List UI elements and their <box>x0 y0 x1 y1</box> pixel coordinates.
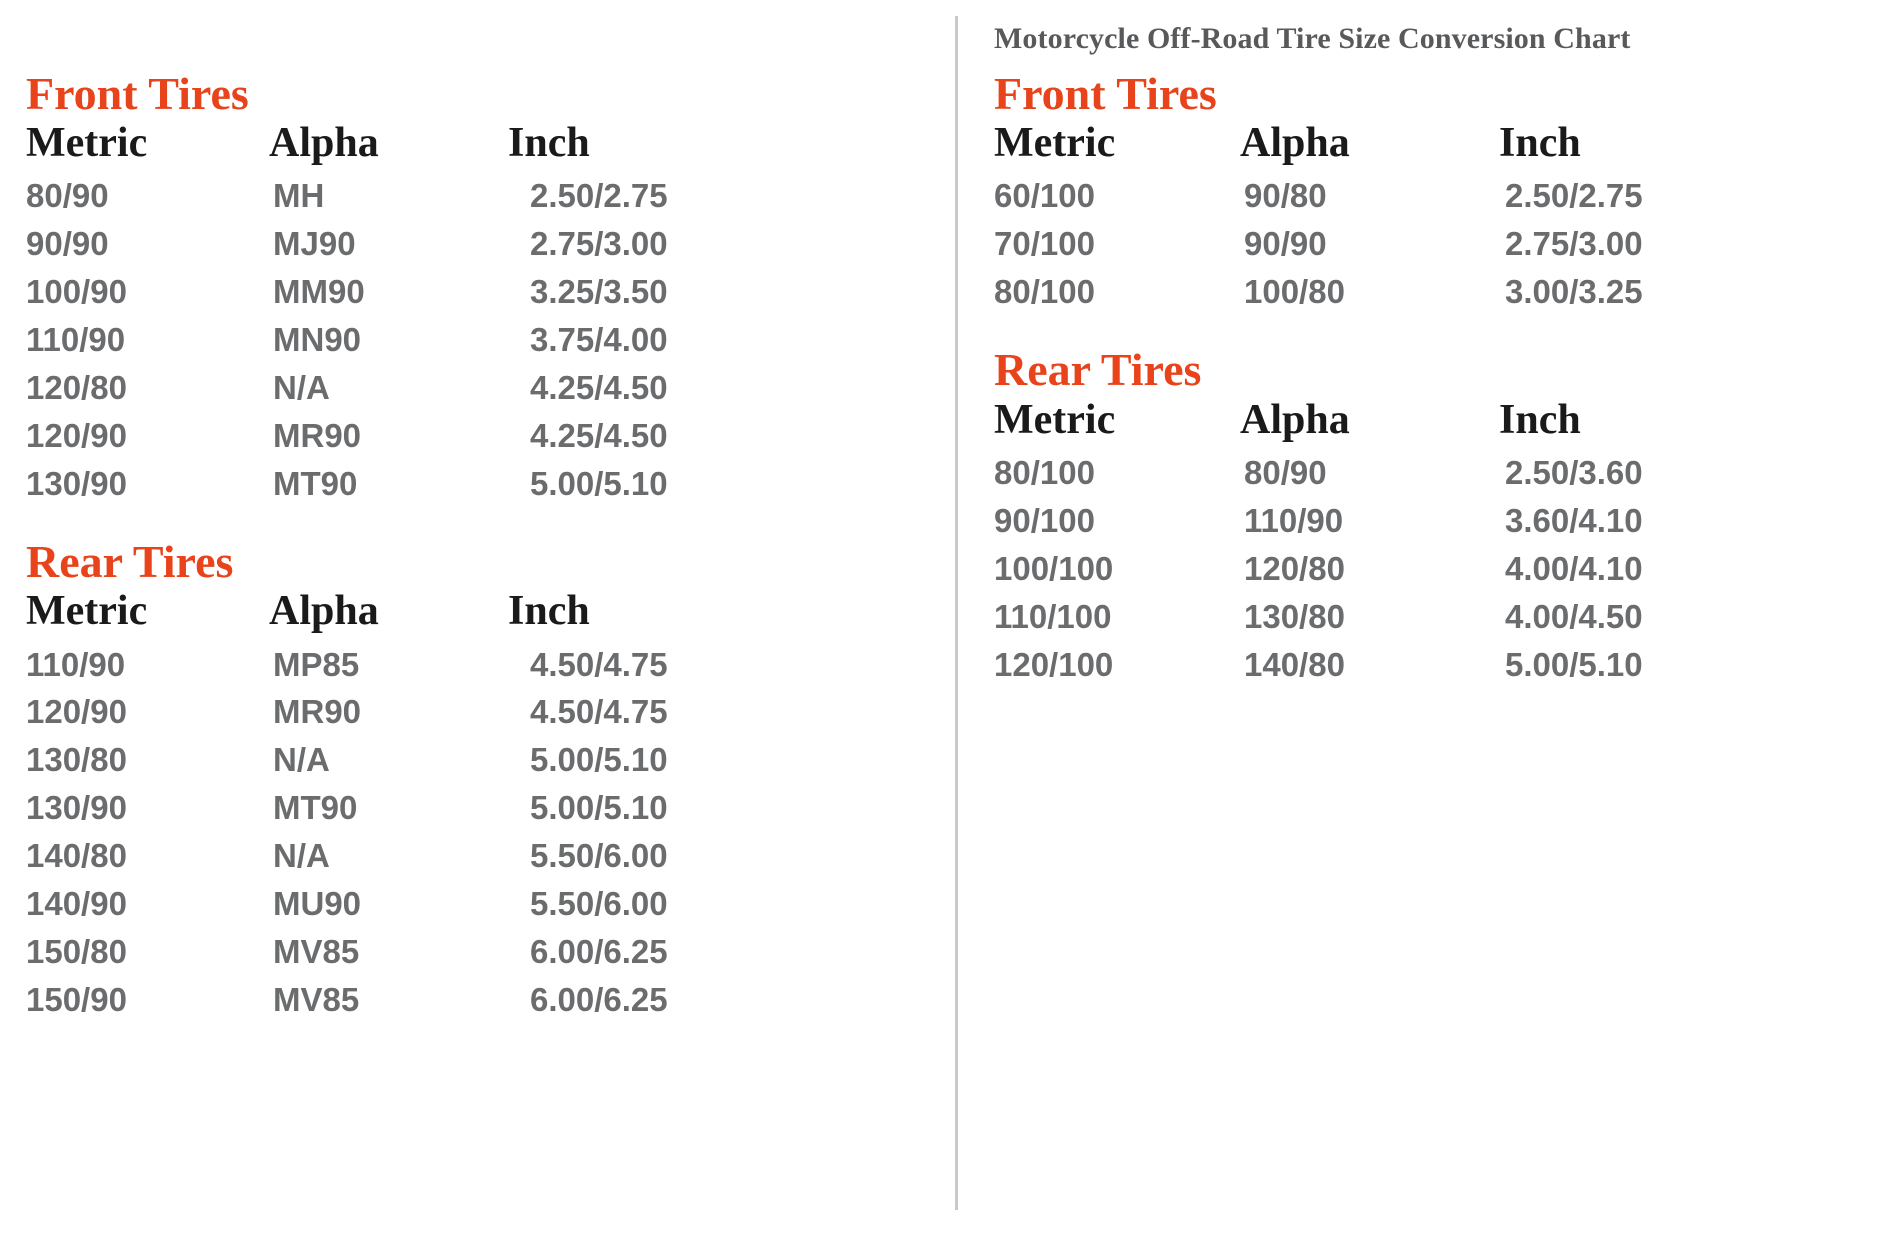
table-row <box>26 412 790 460</box>
table-row <box>994 497 1745 545</box>
cell-metric: 80/100 <box>994 453 1095 491</box>
cell-inch: 2.50/2.75 <box>1505 177 1643 215</box>
cell-alpha: MU90 <box>273 885 362 923</box>
street-rear-tires-table <box>26 588 790 1024</box>
column-header-alpha: Alpha <box>269 120 379 167</box>
cell-inch: 4.50/4.75 <box>530 645 668 683</box>
cell-alpha: 120/80 <box>1244 549 1345 587</box>
cell-metric: 120/80 <box>26 369 127 407</box>
cell-inch: 2.50/2.75 <box>530 177 668 215</box>
cell-inch: 5.00/5.10 <box>1505 645 1643 683</box>
table-row <box>994 641 1745 689</box>
table-row <box>994 593 1745 641</box>
cell-alpha: MT90 <box>273 789 358 827</box>
table-header-row <box>994 397 1745 449</box>
cell-metric: 120/90 <box>26 693 127 731</box>
offroad-tire-column <box>958 0 1898 1236</box>
cell-alpha: MT90 <box>273 465 358 503</box>
table-row <box>994 268 1745 316</box>
table-row <box>26 641 790 689</box>
cell-alpha: 130/80 <box>1244 597 1345 635</box>
cell-inch: 5.50/6.00 <box>530 885 668 923</box>
street-rear-tires-heading: Rear Tires <box>26 536 234 588</box>
cell-inch: 5.50/6.00 <box>530 837 668 875</box>
cell-metric: 100/100 <box>994 549 1114 587</box>
cell-metric: 140/90 <box>26 885 127 923</box>
column-header-inch: Inch <box>1499 396 1581 443</box>
table-header-row <box>994 120 1745 172</box>
cell-alpha: MN90 <box>273 321 362 359</box>
table-row <box>26 316 790 364</box>
cell-inch: 3.60/4.10 <box>1505 501 1643 539</box>
cell-metric: 130/90 <box>26 465 127 503</box>
table-row <box>26 928 790 976</box>
cell-metric: 70/100 <box>994 225 1095 263</box>
cell-alpha: MV85 <box>273 933 360 971</box>
cell-metric: 140/80 <box>26 837 127 875</box>
cell-metric: 110/90 <box>26 645 126 683</box>
cell-inch: 4.25/4.50 <box>530 369 668 407</box>
column-header-alpha: Alpha <box>269 588 379 635</box>
table-row <box>26 268 790 316</box>
cell-metric: 110/100 <box>994 597 1112 635</box>
cell-metric: 130/90 <box>26 789 127 827</box>
table-row <box>26 784 790 832</box>
cell-alpha: MM90 <box>273 273 365 311</box>
cell-alpha: N/A <box>273 837 330 875</box>
cell-metric: 110/90 <box>26 321 126 359</box>
cell-alpha: 90/80 <box>1244 177 1327 215</box>
column-header-alpha: Alpha <box>1240 120 1350 167</box>
column-header-metric: Metric <box>26 588 148 635</box>
table-row <box>26 460 790 508</box>
table-row <box>994 172 1745 220</box>
table-header-row <box>26 588 790 640</box>
cell-alpha: MJ90 <box>273 225 356 263</box>
column-header-inch: Inch <box>508 120 590 167</box>
cell-inch: 2.75/3.00 <box>530 225 668 263</box>
cell-alpha: 110/90 <box>1244 501 1344 539</box>
street-front-tires-heading: Front Tires <box>26 68 249 119</box>
table-row <box>26 736 790 784</box>
column-header-alpha: Alpha <box>1240 396 1350 443</box>
cell-metric: 60/100 <box>994 177 1095 215</box>
cell-inch: 4.50/4.75 <box>530 693 668 731</box>
cell-inch: 5.00/5.10 <box>530 465 668 503</box>
cell-inch: 2.75/3.00 <box>1505 225 1643 263</box>
cell-inch: 3.25/3.50 <box>530 273 668 311</box>
table-row <box>994 545 1745 593</box>
table-row <box>994 220 1745 268</box>
table-row <box>26 172 790 220</box>
table-header-row <box>26 120 790 172</box>
cell-alpha: MR90 <box>273 693 362 731</box>
cell-inch: 2.50/3.60 <box>1505 453 1643 491</box>
cell-alpha: MH <box>273 177 325 215</box>
cell-alpha: MR90 <box>273 417 362 455</box>
cell-metric: 120/90 <box>26 417 127 455</box>
table-row <box>26 880 790 928</box>
table-row <box>26 220 790 268</box>
cell-inch: 6.00/6.25 <box>530 981 668 1019</box>
cell-inch: 3.75/4.00 <box>530 321 668 359</box>
street-front-tires-table <box>26 120 790 508</box>
cell-metric: 90/100 <box>994 501 1095 539</box>
cell-inch: 5.00/5.10 <box>530 741 668 779</box>
cell-alpha: MV85 <box>273 981 360 1019</box>
table-row <box>26 832 790 880</box>
offroad-rear-tires-table <box>994 397 1745 689</box>
offroad-front-tires-heading: Front Tires <box>994 68 1217 119</box>
cell-alpha: 100/80 <box>1244 273 1345 311</box>
cell-alpha: N/A <box>273 369 330 407</box>
cell-inch: 4.00/4.10 <box>1505 549 1643 587</box>
cell-alpha: N/A <box>273 741 330 779</box>
cell-metric: 90/90 <box>26 225 109 263</box>
offroad-rear-tires-heading: Rear Tires <box>994 344 1202 396</box>
cell-alpha: 140/80 <box>1244 645 1345 683</box>
cell-inch: 6.00/6.25 <box>530 933 668 971</box>
cell-metric: 130/80 <box>26 741 127 779</box>
offroad-front-tires-table <box>994 120 1745 316</box>
cell-inch: 3.00/3.25 <box>1505 273 1643 311</box>
column-header-inch: Inch <box>508 588 590 635</box>
cell-inch: 4.25/4.50 <box>530 417 668 455</box>
cell-metric: 80/90 <box>26 177 109 215</box>
table-row <box>26 976 790 1024</box>
cell-alpha: 90/90 <box>1244 225 1327 263</box>
table-row <box>26 364 790 412</box>
column-header-metric: Metric <box>994 396 1116 443</box>
column-header-metric: Metric <box>994 120 1116 167</box>
cell-metric: 80/100 <box>994 273 1095 311</box>
table-row <box>26 688 790 736</box>
cell-metric: 120/100 <box>994 645 1114 683</box>
cell-alpha: 80/90 <box>1244 453 1327 491</box>
table-row <box>994 449 1745 497</box>
cell-metric: 100/90 <box>26 273 127 311</box>
column-header-inch: Inch <box>1499 120 1581 167</box>
cell-inch: 5.00/5.10 <box>530 789 668 827</box>
cell-inch: 4.00/4.50 <box>1505 597 1643 635</box>
page-title: Motorcycle Off-Road Tire Size Conversion Chart <box>994 22 1631 55</box>
cell-metric: 150/80 <box>26 933 127 971</box>
cell-alpha: MP85 <box>273 645 360 683</box>
column-header-metric: Metric <box>26 120 148 167</box>
cell-metric: 150/90 <box>26 981 127 1019</box>
